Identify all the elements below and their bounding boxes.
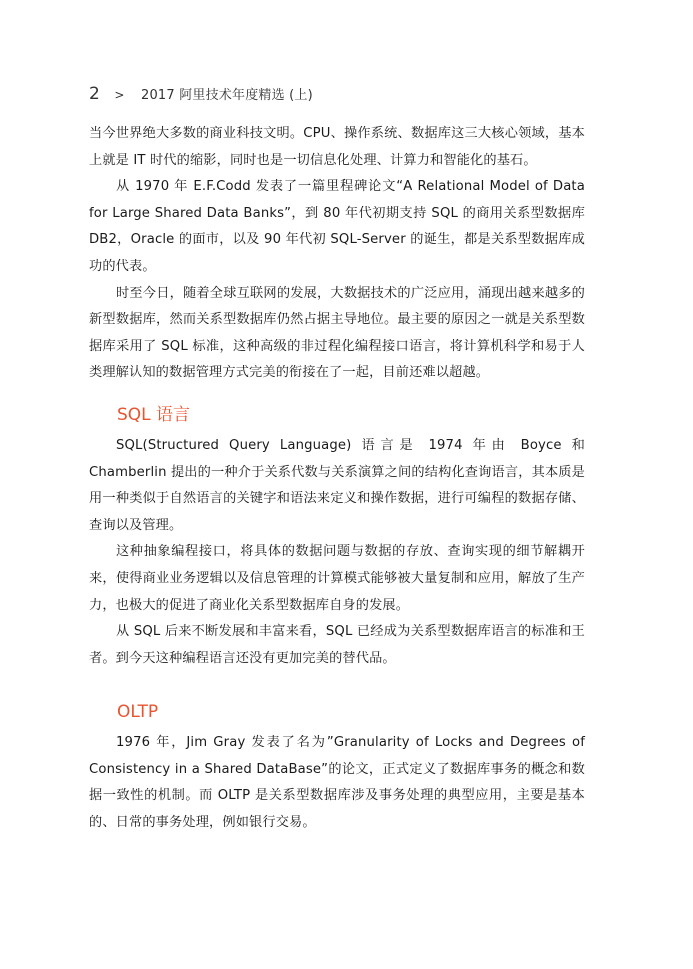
book-title: 2017 阿里技术年度精选 (上) [140,88,313,103]
intro-paragraph-today: 时至今日，随着全球互联网的发展，大数据技术的广泛应用，涌现出越来越多的新型数据库，然而关系型数据库仍然占据主导地位。最主要的原因之一就是关系型数据库采用了 SQL 标准，这种高级的非过程化编程接口语言，将计算机科学和易于人类理解认知的数据管理方式完美的衔接在了一起，目前还难以超越。 [89,285,585,381]
intro-paragraph-codd: 从 1970 年 E.F.Codd 发表了一篇里程碑论文“A Relational Model of Data for Large Shared Data Banks”，到 80 年代初期支持 SQL 的商用关系型数据库 DB2，Oracle 的面市，以及 90 年代初 SQL-Server 的诞生，都是关系型数据库成功的代表。 [89,179,585,274]
header-separator: > [114,88,125,102]
running-header [89,84,313,104]
oltp-paragraph-jim-gray: 1976 年，Jim Gray 发表了名为”Granularity of Locks and Degrees of Consistency in a Shared DataBase”的论文，正式定义了数据库事务的概念和数据一致性的机制。而 OLTP 是关系型数据库涉及事务处理的典型应用，主要是基本的、日常的事务处理，例如银行交易。 [89,735,585,831]
sql-paragraph-standard: 从 SQL 后来不断发展和丰富来看，SQL 已经成为关系型数据库语言的标准和王者。到今天这种编程语言还没有更加完美的替代品。 [89,624,585,666]
sql-paragraph-definition: SQL(Structured Query Language) 语言是 1974 年由 Boyce 和 Chamberlin 提出的一种介于关系代数与关系演算之间的结构化查询语言，其本质是用一种类似于自然语言的关键字和语法来定义和操作数据，进行可编程的数据存储、查询以及管理。 [89,437,585,533]
page-number: 2 [89,84,101,104]
section-heading-sql: SQL 语言 [117,404,191,425]
sql-paragraph-abstraction: 这种抽象编程接口，将具体的数据问题与数据的存放、查询实现的细节解耦开来，使得商业业务逻辑以及信息管理的计算模式能够被大量复制和应用，解放了生产力，也极大的促进了商业化关系型数据库自身的发展。 [89,544,585,613]
page-body [89,121,585,837]
intro-paragraph-continued: 当今世界绝大多数的商业科技文明。CPU、操作系统、数据库这三大核心领域，基本上就是 IT 时代的缩影，同时也是一切信息化处理、计算力和智能化的基石。 [89,126,585,168]
section-heading-oltp: OLTP [117,702,159,723]
